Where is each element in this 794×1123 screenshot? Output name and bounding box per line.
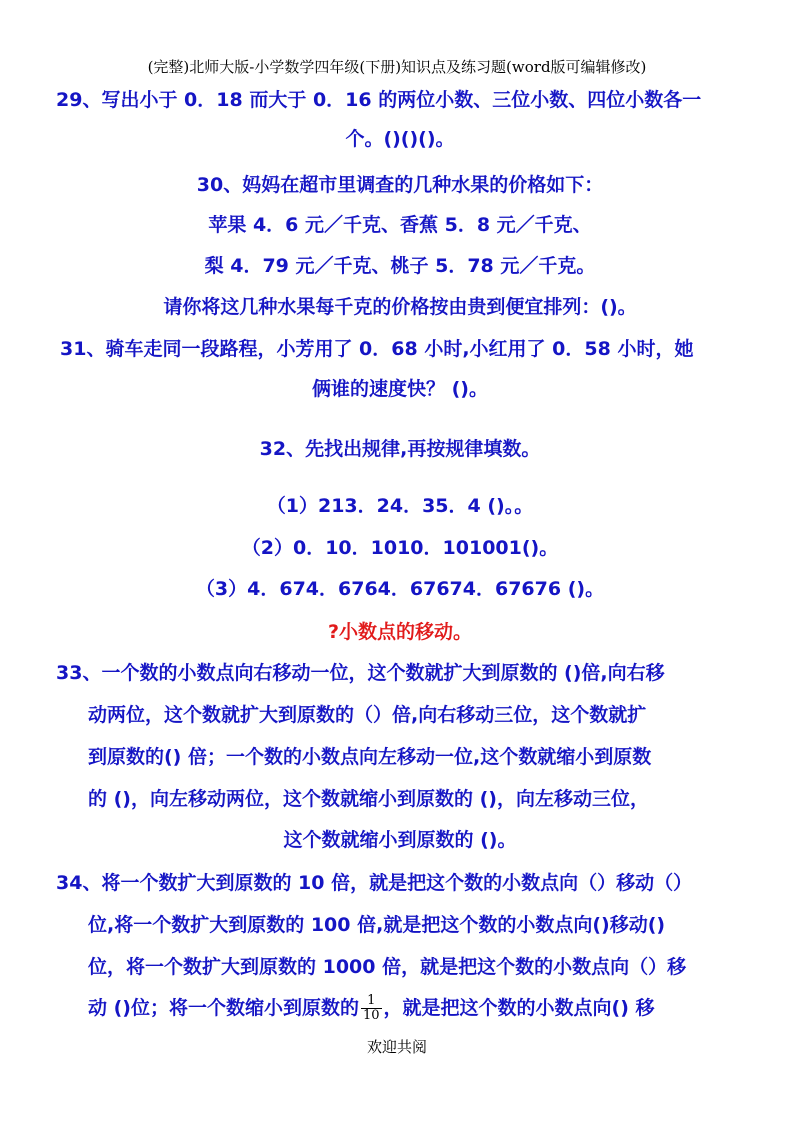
question-34-line-2: 位,将一个数扩大到原数的 100 倍,就是把这个数的小数点向()移动() <box>88 914 666 936</box>
question-31-line-1: 31、骑车走同一段路程，小芳用了 0．68 小时,小红用了 0．58 小时，她 <box>60 338 694 360</box>
question-30-line-3: 梨 4．79 元／千克、桃子 5．78 元／千克。 <box>204 255 596 277</box>
question-30-line-4: 请你将这几种水果每千克的价格按由贵到便宜排列：()。 <box>163 296 637 318</box>
question-30-line-1: 30、妈妈在超市里调查的几种水果的价格如下： <box>196 174 604 196</box>
page-header: (完整)北师大版-小学数学四年级(下册)知识点及练习题(word版可编辑修改) <box>147 58 647 76</box>
page-footer: 欢迎共阅 <box>366 1038 427 1056</box>
question-34-line-4-end: ，就是把这个数的小数点向() 移 <box>383 997 655 1019</box>
question-32-item-3: （3）4．674．6764．67674．67676 ()。 <box>195 578 605 600</box>
question-30-line-2: 苹果 4．6 元／千克、香蕉 5．8 元／千克、 <box>208 214 592 236</box>
question-34-line-3: 位，将一个数扩大到原数的 1000 倍，就是把这个数的小数点向（）移 <box>88 956 687 978</box>
question-33-line-3: 到原数的() 倍；一个数的小数点向左移动一位,这个数就缩小到原数 <box>88 746 652 768</box>
question-32-title: 32、先找出规律,再按规律填数。 <box>259 438 541 460</box>
question-29-line-1: 29、写出小于 0．18 而大于 0．16 的两位小数、三位小数、四位小数各一 <box>56 89 702 111</box>
question-33-line-5: 这个数就缩小到原数的 ()。 <box>283 829 517 851</box>
question-32-item-2: （2）0．10．1010．101001()。 <box>241 537 559 559</box>
fraction-denominator: 10 <box>362 1008 380 1023</box>
question-34-line-4-start: 动 ()位；将一个数缩小到原数的 <box>88 997 359 1019</box>
question-33-line-4: 的 ()，向左移动两位，这个数就缩小到原数的 ()，向左移动三位， <box>88 788 649 810</box>
fraction-one-tenth <box>361 994 382 1023</box>
question-34-line-1: 34、将一个数扩大到原数的 10 倍，就是把这个数的小数点向（）移动（） <box>56 872 693 894</box>
section-heading: ?小数点的移动。 <box>327 621 473 643</box>
fraction-numerator: 1 <box>367 993 376 1008</box>
question-32-item-1: （1）213．24．35．4 ()。。 <box>266 495 534 517</box>
question-34-line-4 <box>88 990 788 1026</box>
question-33-line-1: 33、一个数的小数点向右移动一位，这个数就扩大到原数的 ()倍,向右移 <box>56 662 665 684</box>
question-31-line-2: 俩谁的速度快？ ()。 <box>312 378 488 400</box>
question-33-line-2: 动两位，这个数就扩大到原数的（）倍,向右移动三位，这个数就扩 <box>88 704 647 726</box>
question-29-line-2: 个。()()()。 <box>345 128 455 150</box>
